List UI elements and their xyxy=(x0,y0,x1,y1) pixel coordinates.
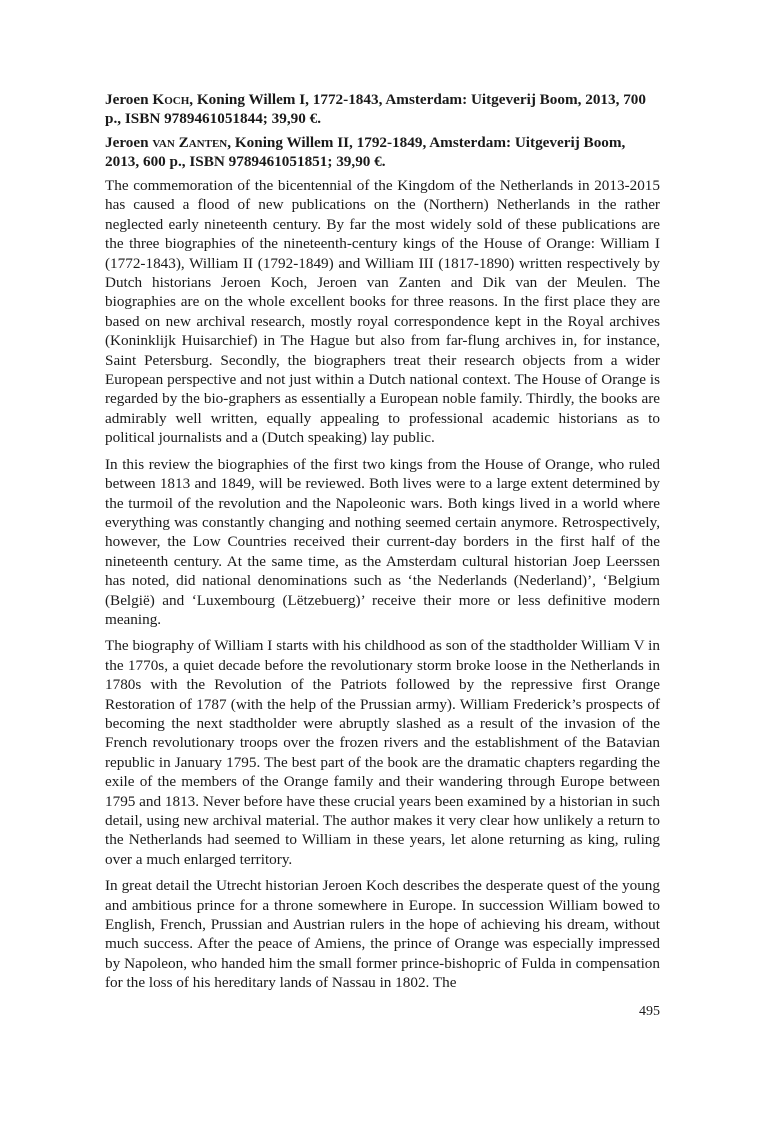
book-details: , Koning Willem I, 1772-1843, Amsterdam: Uitgeverij Boom, 2013, 700 p., ISBN 9789461051844; 39,90 €. xyxy=(105,91,646,127)
body-paragraph-3: The biography of William I starts with his childhood as son of the stadtholder William V in the 1770s, a quiet decade before the revolutionary storm broke loose in the Netherlands in 1780s with the Revolution of the Patriots followed by the repressive first Orange Restoration of 1787 (with the help of the Prussian army). William Frederick’s prospects of becoming the next stadtholder were abruptly slashed as a result of the invasion of the French revolutionary troops over the frozen rivers and the establishment of the Batavian republic in January 1795. The best part of the book are the dramatic chapters regarding the exile of the members of the Orange family and their wandering through Europe between 1795 and 1813. Never before have these crucial years been examined by a historian in such detail, using new archival material. The author makes it very clear how unlikely a return to the Netherlands had seemed to William in these years, let alone returning as king, ruling over a much enlarged territory. xyxy=(105,637,660,868)
body-paragraph-4: In great detail the Utrecht historian Jeroen Koch describes the desperate quest of the young and ambitious prince for a throne somewhere in Europe. In succession William bowed to English, French, Prussian and Austrian rulers in the hope of achieving his dream, without much success. After the peace of Amiens, the prince of Orange was especially impressed by Napoleon, who handed him the small former prince-bishopric of Fulda in compensation for the loss of his hereditary lands of Nassau in 1802. The xyxy=(105,877,660,992)
page-number: 495 xyxy=(639,1004,660,1019)
author-first-name: Jeroen xyxy=(105,134,153,151)
book-heading-van-zanten xyxy=(105,133,660,171)
author-first-name: Jeroen xyxy=(105,91,153,108)
page-content xyxy=(105,90,660,1000)
body-paragraph-2: In this review the biographies of the first two kings from the House of Orange, who ruled between 1813 and 1849, will be reviewed. Both lives were to a large extent determined by the turmoil of the revolution and the Napoleonic wars. Both kings lived in a world where everything was constantly changing and nothing seemed certain anymore. Retrospectively, however, the Low Countries received their current-day borders in the first half of the nineteenth century. At the same time, as the Amsterdam cultural historian Joep Leerssen has noted, did national denominations such as ‘the Nederlands (Nederland)’, ‘Belgium (België) and ‘Luxembourg (Lëtzebuerg)’ receive their more or less definitive modern meaning. xyxy=(105,455,660,628)
body-paragraph-1: The commemoration of the bicentennial of the Kingdom of the Netherlands in 2013-2015 has caused a flood of new publications on the (Northern) Netherlands in the rather neglected early nineteenth century. By far the most widely sold of these publications are the three biographies of the nineteenth-century kings of the House of Orange: William I (1772-1843), William II (1792-1849) and William III (1817-1890) written respectively by Dutch historians Jeroen Koch, Jeroen van Zanten and Dik van der Meulen. The biographies are on the whole excellent books for three reasons. In the first place they are based on new archival research, mostly royal correspondence kept in the Royal archives (Koninklijk Huisarchief) in The Hague but also from far-flung archives in, for instance, Saint Petersburg. Secondly, the biographers treat their research objects from a wider European perspective and not just within a Dutch national context. The House of Orange is regarded by the bio-graphers as essentially a European noble family. Thirdly, the books are admirably well written, equally appealing to professional academic historians as to political journalists and a (Dutch speaking) lay public. xyxy=(105,177,660,447)
author-last-name: Koch xyxy=(152,91,190,108)
book-details: , Koning Willem II, 1792-1849, Amsterdam: Uitgeverij Boom, 2013, 600 p., ISBN 9789461051851; 39,90 €. xyxy=(105,134,626,170)
book-heading-koch xyxy=(105,90,660,128)
author-last-name: van Zanten xyxy=(152,134,228,151)
